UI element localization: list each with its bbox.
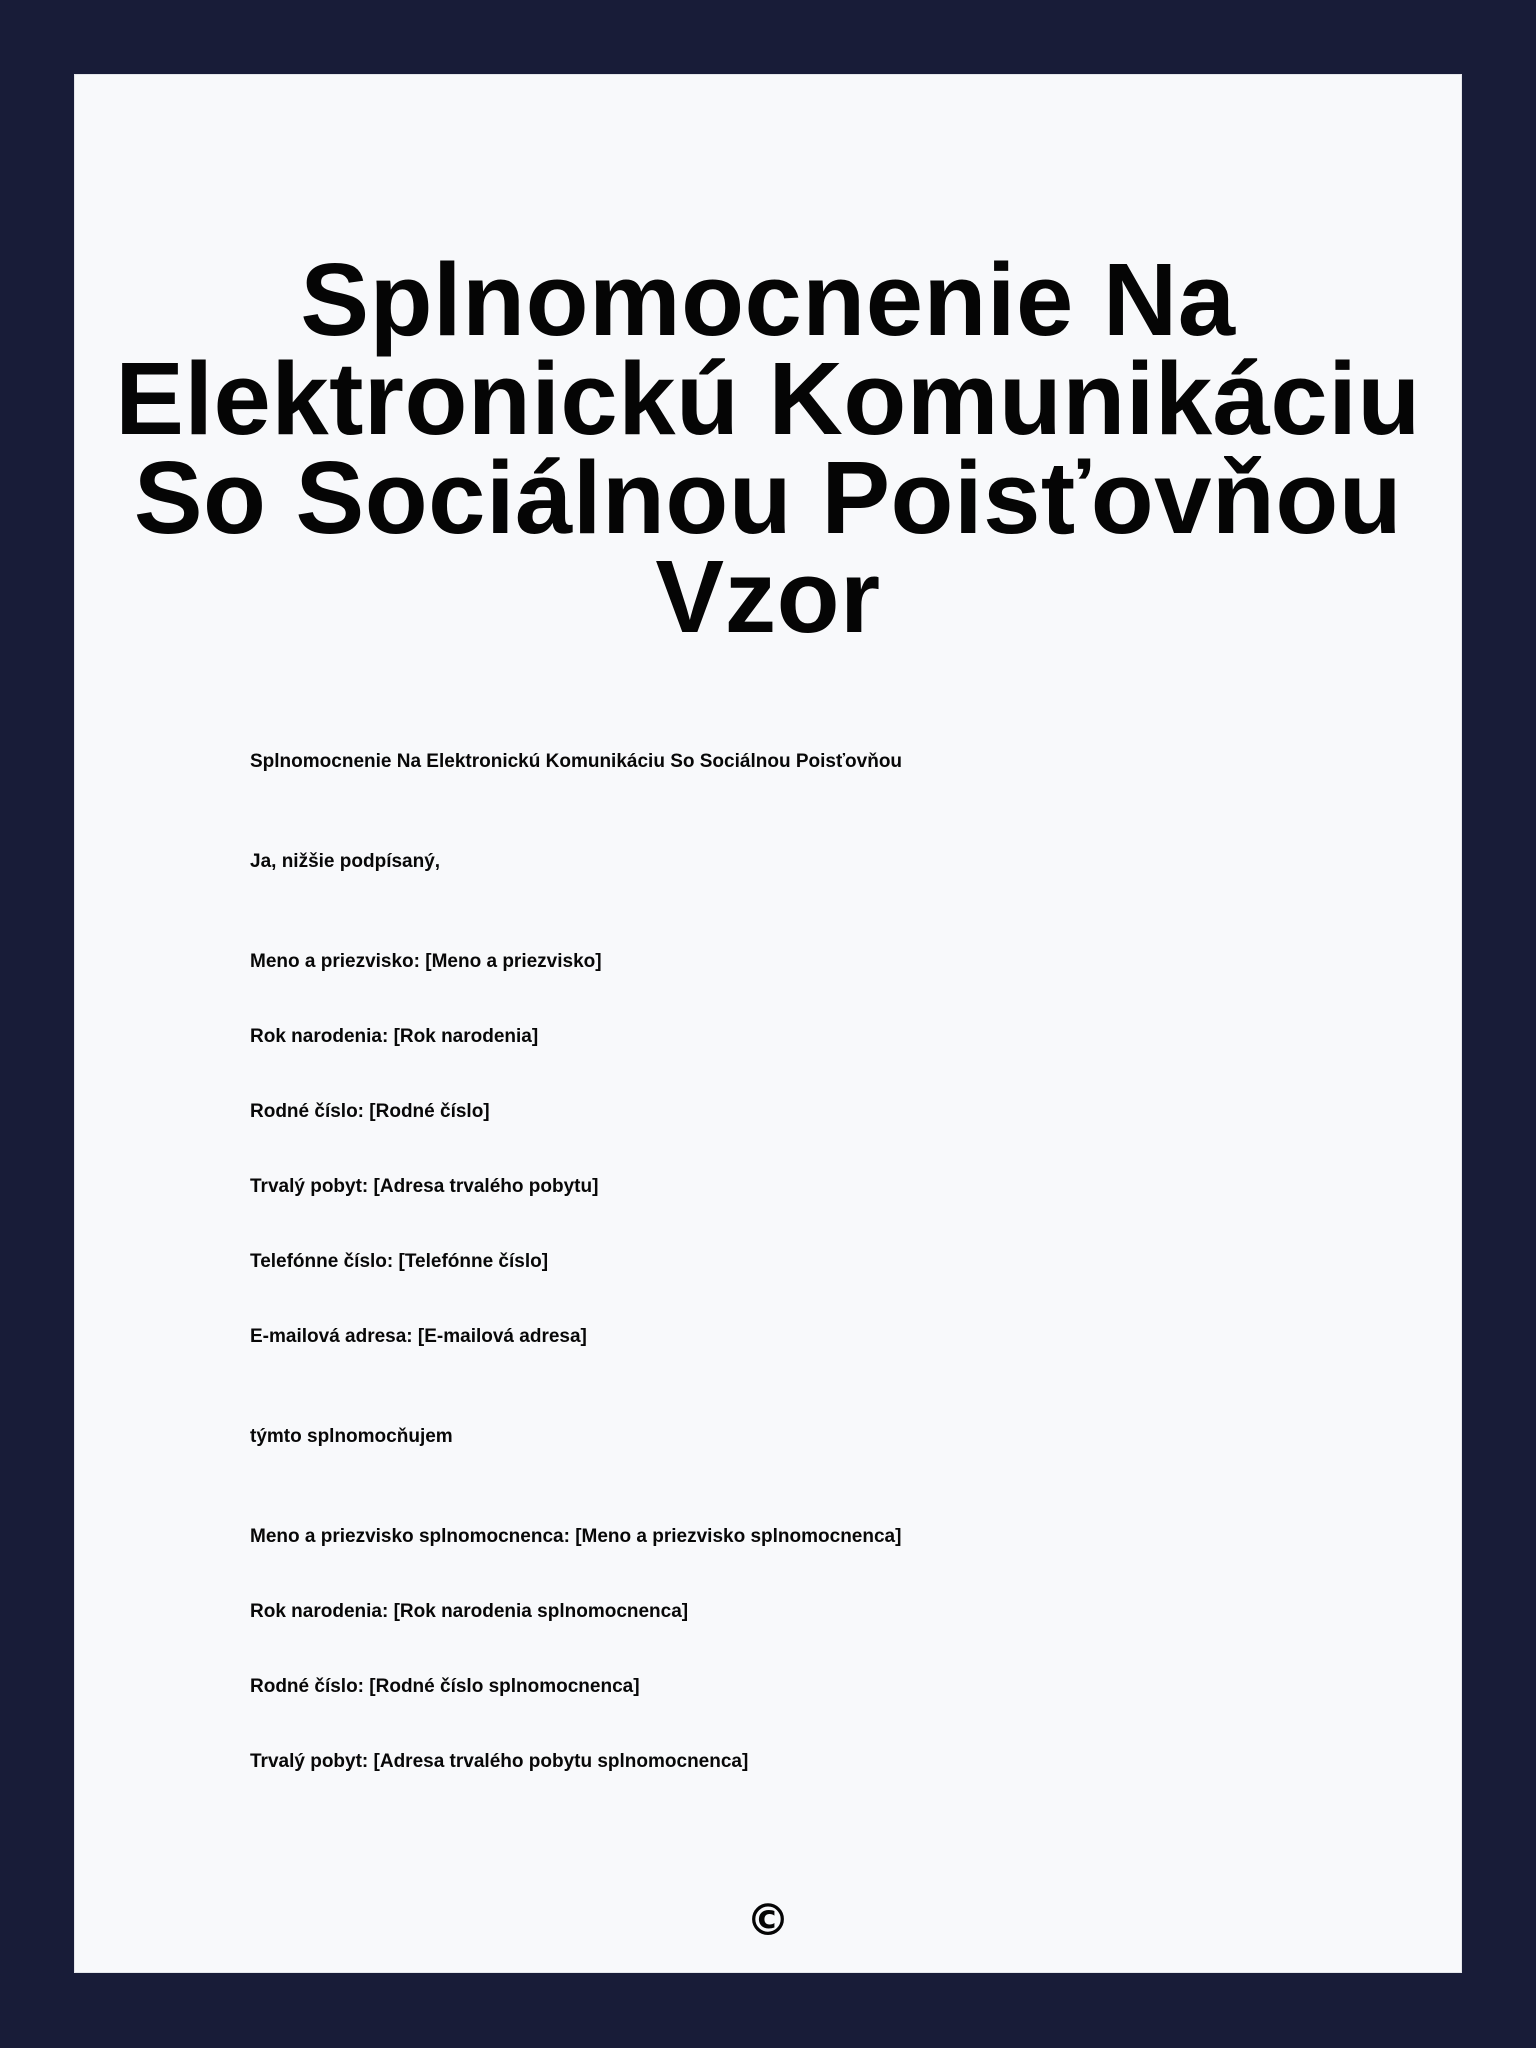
- principal-residence-field: Trvalý pobyt: [Adresa trvalého pobytu]: [250, 1176, 599, 1197]
- agent-birth-year-field: Rok narodenia: [Rok narodenia splnomocnenca]: [250, 1601, 689, 1622]
- agent-residence-field: Trvalý pobyt: [Adresa trvalého pobytu splnomocnenca]: [250, 1751, 749, 1772]
- agent-birth-number-field: Rodné číslo: [Rodné číslo splnomocnenca]: [250, 1676, 640, 1697]
- document-page: [75, 75, 1461, 1972]
- copyright-icon: ©: [746, 1895, 790, 1946]
- principal-phone-field: Telefónne číslo: [Telefónne číslo]: [250, 1251, 549, 1272]
- principal-name-field: Meno a priezvisko: [Meno a priezvisko]: [250, 951, 602, 972]
- principal-birth-year-field: Rok narodenia: [Rok narodenia]: [250, 1026, 539, 1047]
- authorization-text: týmto splnomocňujem: [250, 1426, 453, 1447]
- agent-name-field: Meno a priezvisko splnomocnenca: [Meno a priezvisko splnomocnenca]: [250, 1526, 902, 1547]
- intro-text: Ja, nižšie podpísaný,: [250, 851, 441, 872]
- principal-birth-number-field: Rodné číslo: [Rodné číslo]: [250, 1101, 490, 1122]
- page-title: Splnomocnenie Na Elektronickú Komunikáciu So Sociálnou Poisťovňou Vzor: [115, 242, 1421, 654]
- document-heading: Splnomocnenie Na Elektronickú Komunikáciu So Sociálnou Poisťovňou: [250, 751, 903, 772]
- principal-email-field: E-mailová adresa: [E-mailová adresa]: [250, 1326, 587, 1347]
